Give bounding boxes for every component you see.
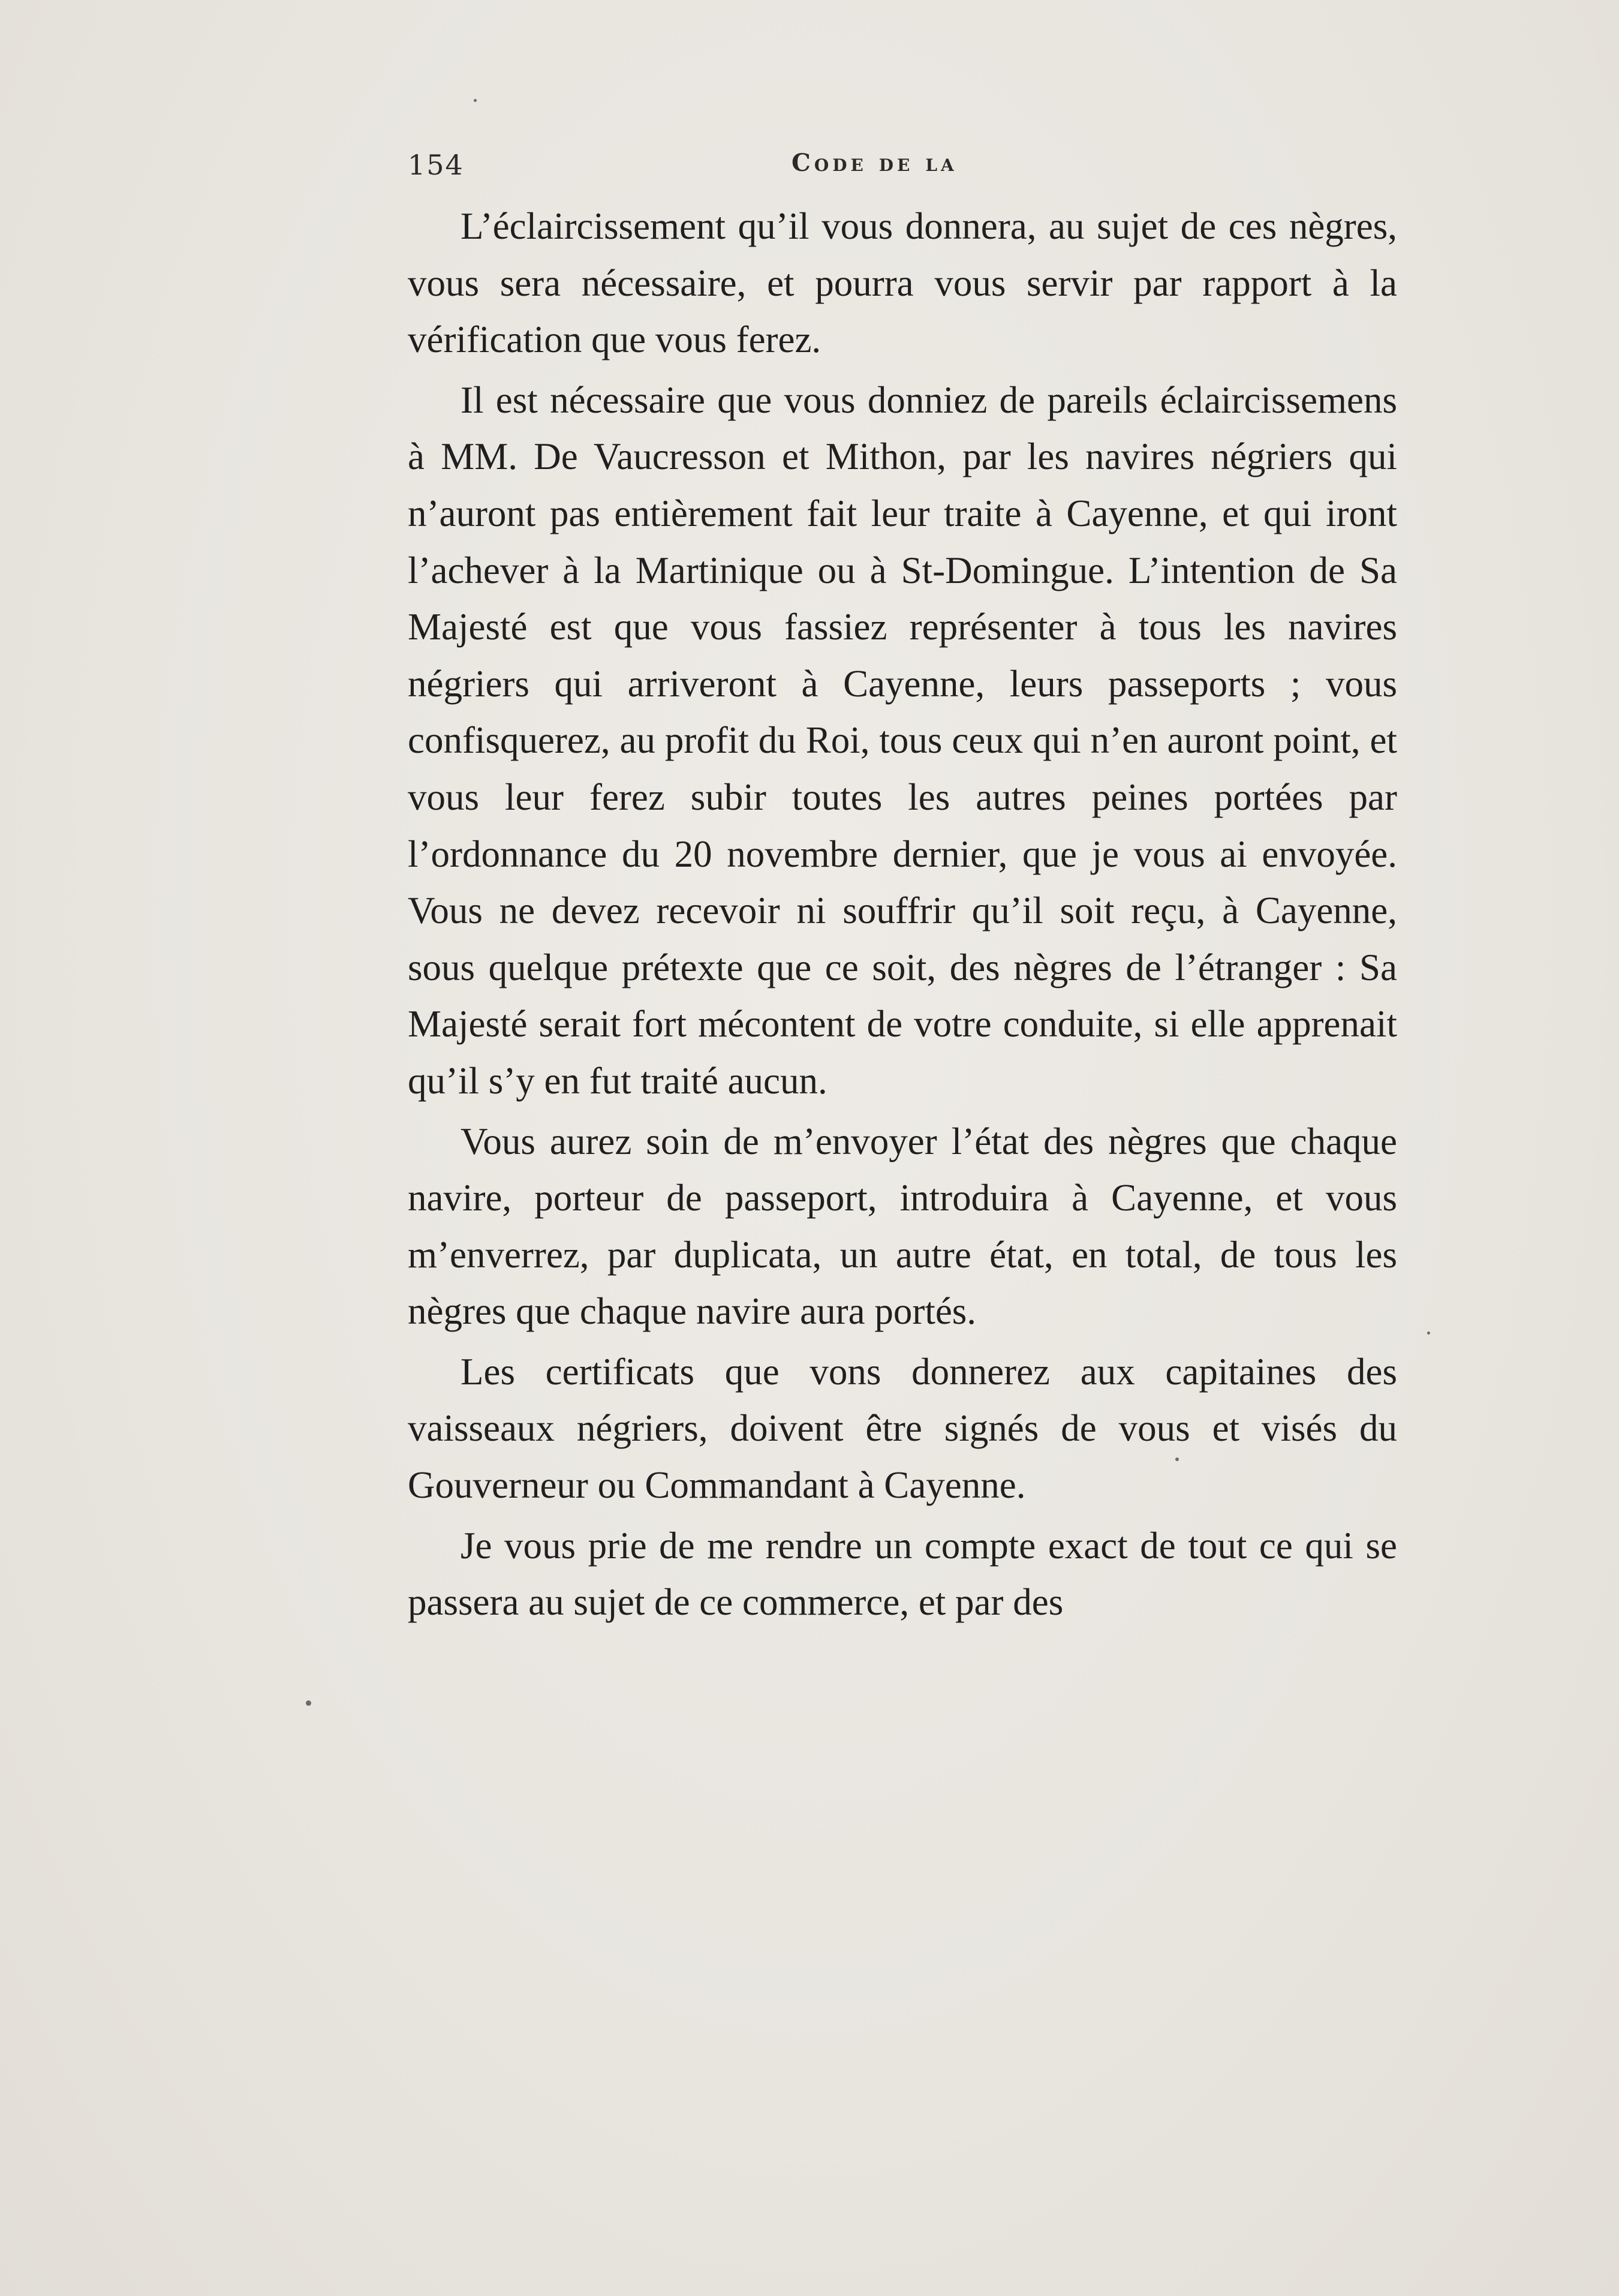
paragraph-2: Il est nécessaire que vous donniez de pareils éclaircissemens à MM. De Vaucresson et Mithon, par les navires négriers qui n’auront pas entièrement fait leur traite à Cayenne, et qui iront l’achever à la Martinique ou à St-Domingue. L’intention de Sa Majesté est que vous fassiez représenter à tous les navires négriers qui arriveront à Cayenne, leurs passeports ; vous confisquerez, au profit du Roi, tous ceux qui n’en auront point, et vous leur ferez subir toutes les autres peines portées par l’ordonnance du 20 novembre dernier, que je vous ai envoyée. Vous ne devez recevoir ni souffrir qu’il soit reçu, à Cayenne, sous quelque prétexte que ce soit, des nègres de l’étranger : Sa Majesté serait fort mécontent de votre conduite, si elle apprenait qu’il s’y en fut traité aucun. bbox=[408, 378, 1397, 1102]
page-number: 154 bbox=[408, 149, 464, 181]
paper-speck bbox=[474, 99, 477, 102]
paragraph-1: L’éclaircissement qu’il vous donnera, au sujet de ces nègres, vous sera nécessaire, et pourra vous servir par rapport à la vérification que vous ferez. bbox=[408, 205, 1397, 361]
paragraph-5: Je vous prie de me rendre un compte exact de tout ce qui se passera au sujet de ce commerce, et par des bbox=[408, 1524, 1397, 1624]
paragraph-4: Les certificats que vons donnerez aux capitaines des vaisseaux négriers, doivent être signés de vous et visés du Gouverneur ou Commandant à Cayenne. bbox=[408, 1350, 1397, 1507]
running-head: Code de la bbox=[792, 149, 958, 177]
page-header bbox=[408, 149, 1391, 185]
paper-speck bbox=[1427, 1332, 1430, 1335]
paragraph-3: Vous aurez soin de m’envoyer l’état des nègres que chaque navire, porteur de passeport, introduira à Cayenne, et vous m’enverrez, par duplicata, un autre état, en total, de tous les nègres que chaque navire aura portés. bbox=[408, 1120, 1397, 1333]
paper-speck bbox=[306, 1700, 311, 1706]
body-text bbox=[408, 198, 1397, 1631]
paper-speck bbox=[1175, 1457, 1179, 1461]
